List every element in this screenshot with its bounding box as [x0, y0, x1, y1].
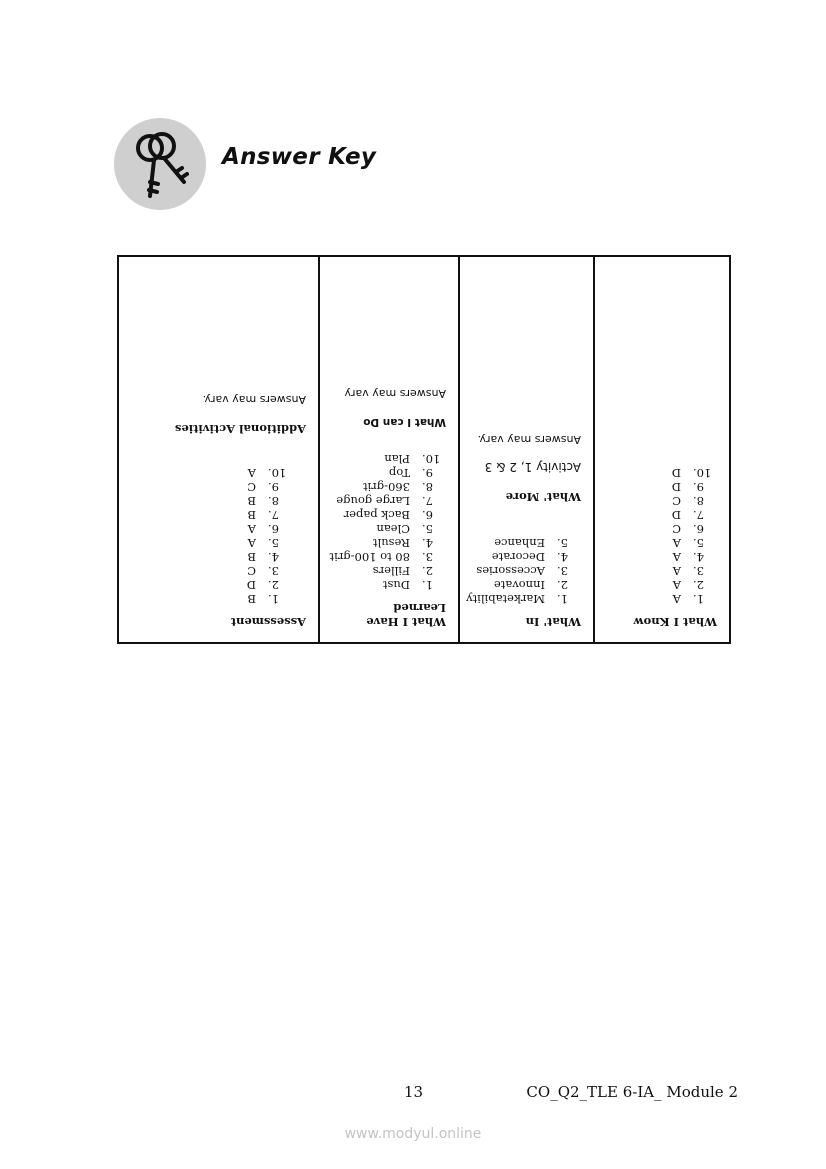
- answers-note: Answers may vary.: [202, 393, 306, 407]
- list-item: 2.D: [246, 578, 279, 593]
- list-item: 5.Clean: [376, 522, 433, 537]
- list-item: 10.Plan: [384, 452, 441, 467]
- module-code: CO_Q2_TLE 6-IA_ Module 2: [526, 1083, 738, 1101]
- answers-note: Answers may vary: [344, 387, 446, 401]
- whats-in-column: [460, 257, 595, 642]
- list-item: 2.Fillers: [372, 564, 433, 579]
- what-i-have-learned-list: [329, 452, 446, 593]
- list-item: 1.Dust: [382, 578, 433, 593]
- list-item: 3.A: [672, 564, 704, 579]
- what-i-have-learned-heading: What I Have Learned: [366, 601, 446, 629]
- list-item: 7.B: [247, 508, 279, 523]
- list-item: 1.Marketability: [466, 592, 568, 607]
- list-item: 7.D: [671, 508, 704, 523]
- list-item: 5.A: [672, 536, 704, 551]
- list-item: 3.80 to 100-grit: [329, 550, 433, 565]
- what-i-can-do-heading: What I can Do: [363, 416, 446, 429]
- what-i-know-heading: What I Know: [633, 615, 717, 629]
- assessment-heading: Assessment: [230, 615, 306, 629]
- list-item: 8.360-grit: [363, 480, 433, 495]
- list-item: 4.A: [672, 550, 704, 565]
- list-item: 9.C: [247, 480, 279, 495]
- list-item: 1.A: [672, 592, 704, 607]
- what-i-know-column: [595, 257, 729, 642]
- list-item: 4.B: [247, 550, 279, 565]
- list-item: 2.Innovate: [493, 578, 568, 593]
- page-title: Answer Key: [222, 144, 377, 170]
- list-item: 9.D: [671, 480, 704, 495]
- whats-in-list: [466, 536, 581, 607]
- answer-key-table: [117, 255, 731, 644]
- additional-activities-heading: Additional Activities: [174, 422, 306, 437]
- list-item: 9.Top: [388, 466, 433, 481]
- whats-more-heading: What' More: [505, 490, 581, 505]
- list-item: 5.A: [247, 536, 279, 551]
- activity-label: Activity 1, 2 & 3: [484, 460, 581, 475]
- list-item: 10.A: [247, 466, 287, 481]
- page-number: 13: [404, 1083, 424, 1101]
- list-item: 2.A: [672, 578, 704, 593]
- list-item: 3.C: [247, 564, 279, 579]
- assessment-list: [131, 466, 292, 606]
- list-item: 8.C: [672, 494, 704, 509]
- what-i-know-list: [607, 466, 717, 606]
- list-item: 10.D: [671, 466, 712, 481]
- list-item: 6.Back paper: [343, 508, 433, 523]
- what-i-have-learned-column: [320, 257, 460, 642]
- list-item: 4.Decorate: [491, 550, 568, 565]
- list-item: 6.C: [672, 522, 704, 537]
- answers-note: Answers may vary.: [477, 433, 581, 447]
- assessment-column: [119, 257, 320, 642]
- watermark: www.modyul.online: [344, 1126, 482, 1142]
- list-item: 1.B: [247, 592, 279, 607]
- list-item: 7.Large gouge: [336, 494, 433, 509]
- list-item: 3.Accessories: [476, 564, 568, 579]
- keys-icon: [114, 118, 206, 210]
- list-item: 4.Result: [372, 536, 433, 551]
- whats-in-heading: What' In: [525, 615, 581, 629]
- list-item: 6.A: [247, 522, 279, 537]
- list-item: 8.B: [247, 494, 279, 509]
- list-item: 5.Enhance: [494, 536, 568, 551]
